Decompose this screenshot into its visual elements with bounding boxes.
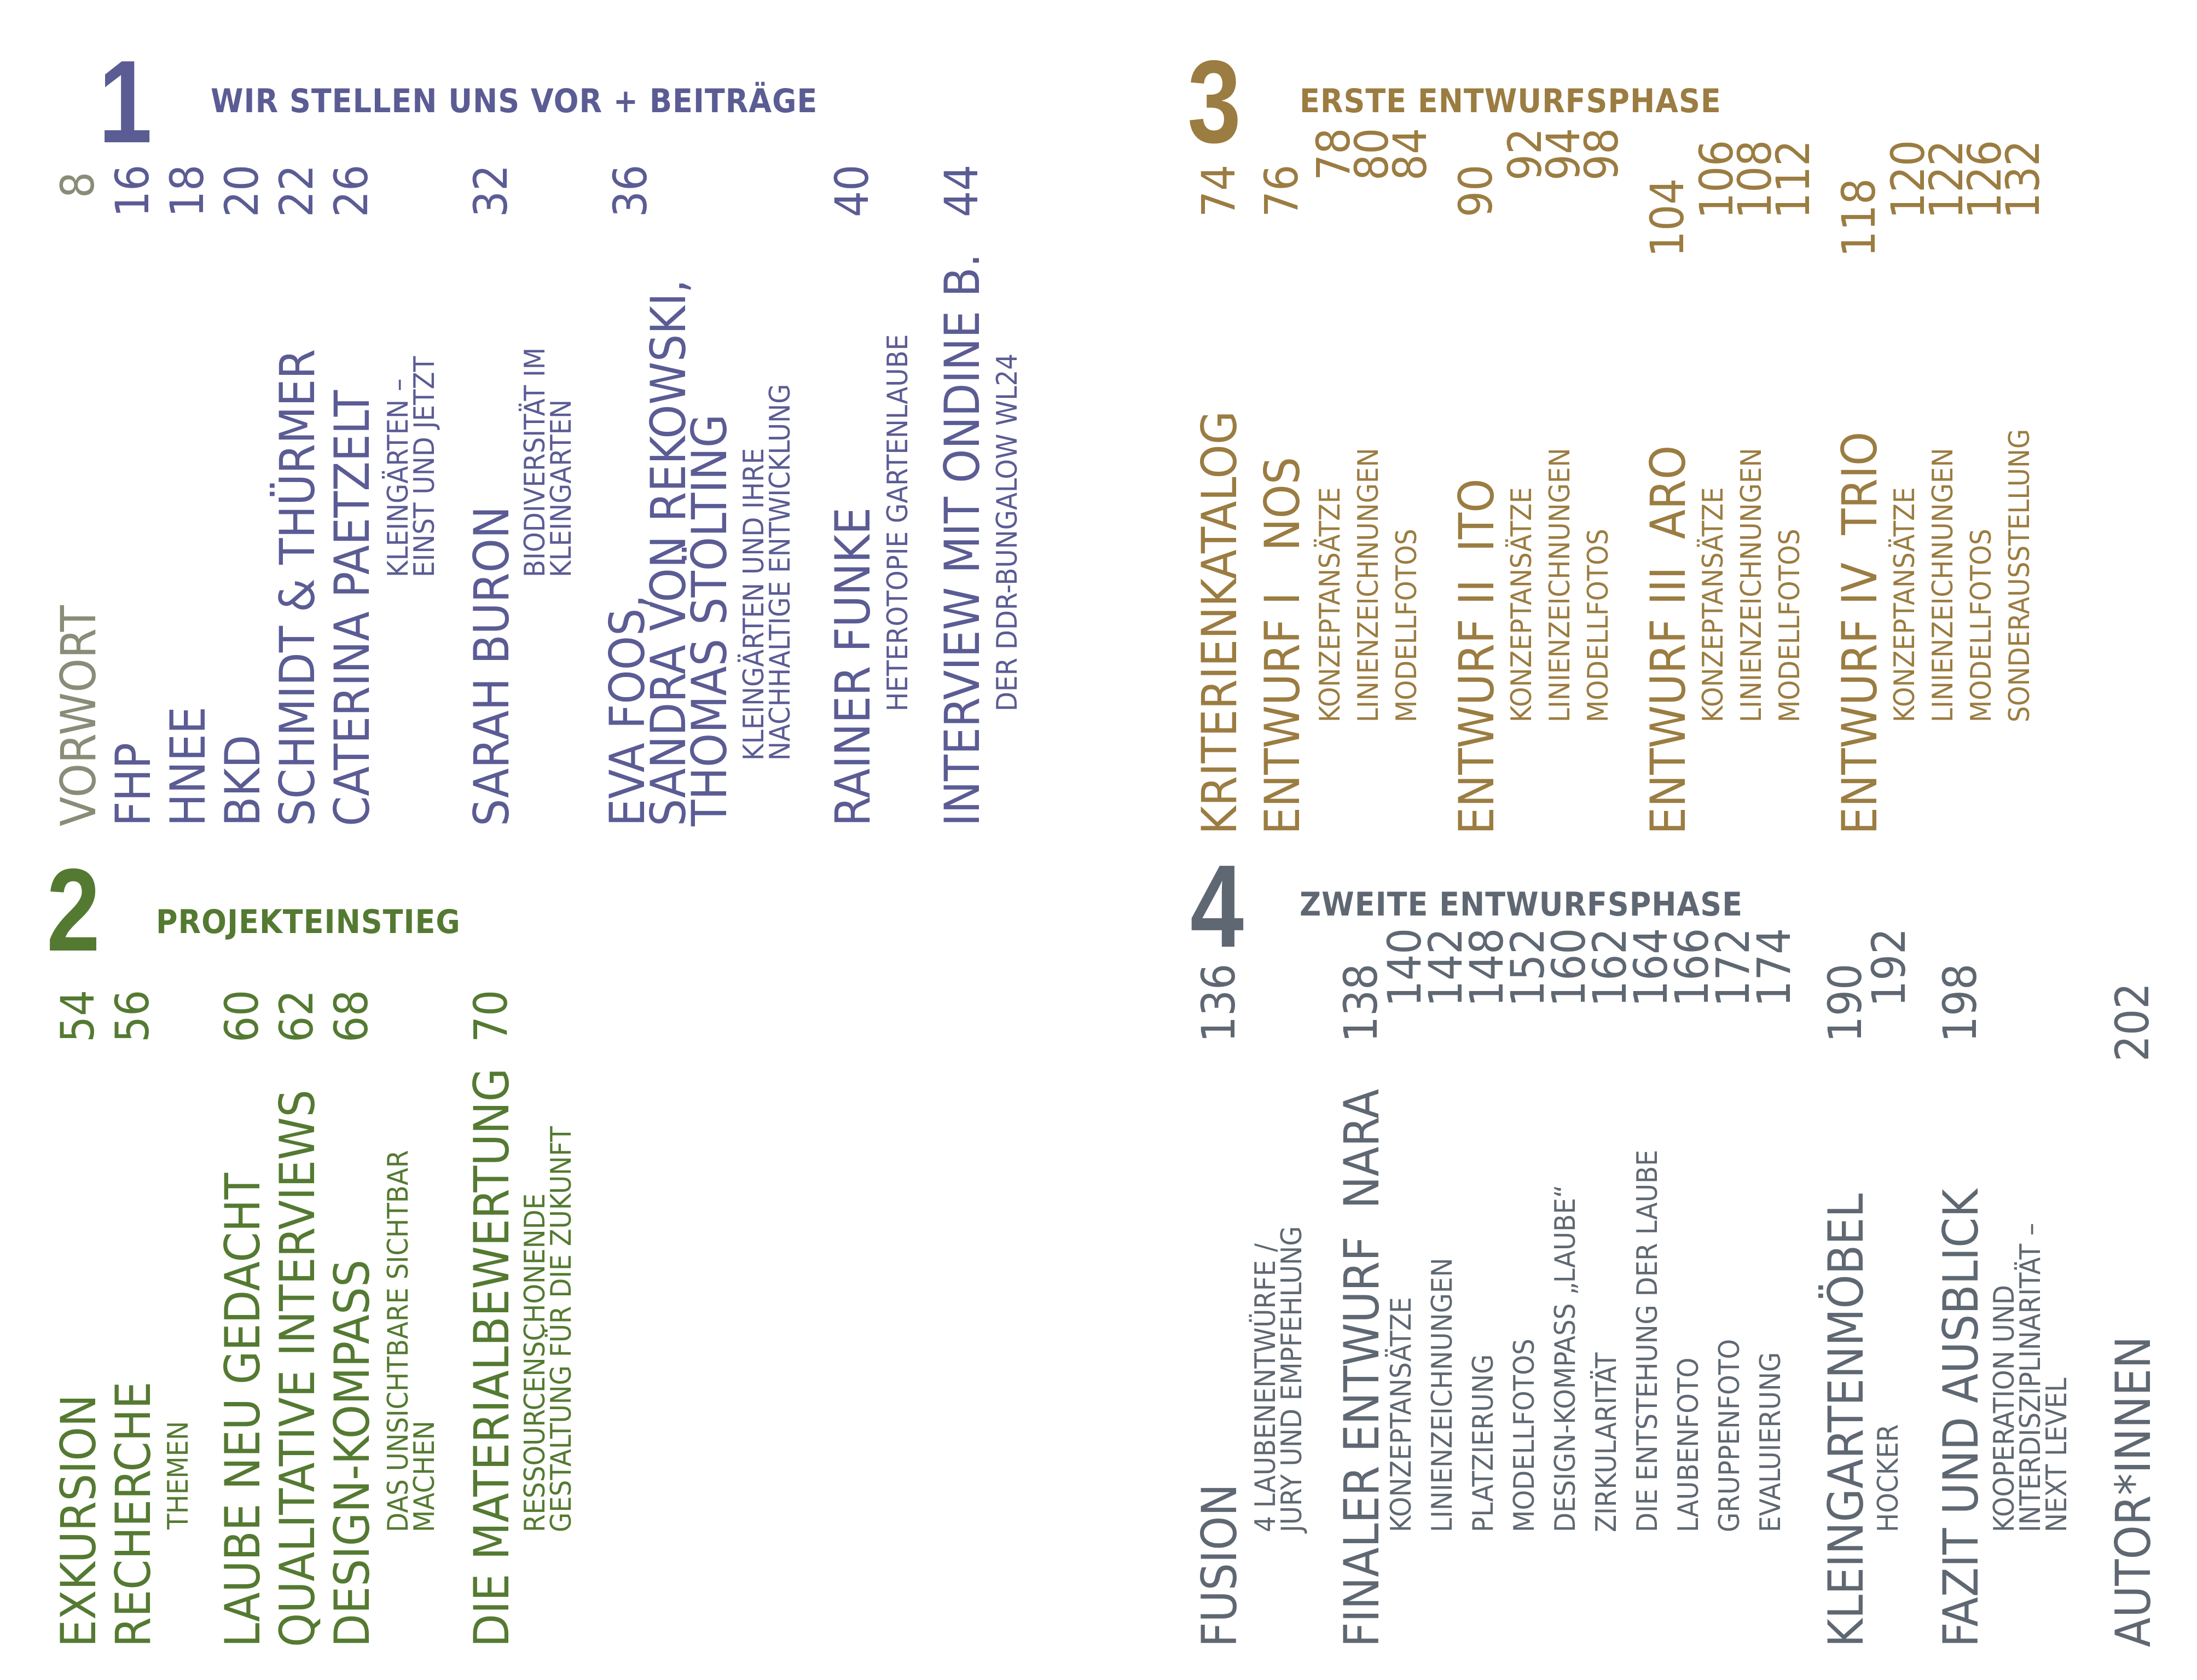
toc-subentry: PLATZIERUNG — [1467, 1354, 1500, 1532]
section-3-number: 3 — [1187, 36, 1242, 167]
toc-subentry-line: JURY UND EMPFEHLUNG — [1275, 1226, 1308, 1532]
page-number: 56 — [106, 989, 159, 1042]
page-number: 122 — [1920, 140, 1973, 219]
page-number: 8 — [51, 171, 105, 198]
section-1-title: WIR STELLEN UNS VOR + BEITRÄGE — [211, 82, 818, 120]
page-number: 54 — [51, 989, 105, 1042]
toc-subentry-line: BIODIVERSITÄT IM — [519, 347, 552, 577]
toc-subentry: MODELLFOTOS — [1773, 529, 1806, 722]
page-number: 60 — [215, 989, 269, 1042]
toc-entry-hnee: HNEE — [160, 706, 216, 826]
page-number: 26 — [324, 164, 378, 217]
page-number: 84 — [1383, 128, 1437, 181]
toc-entry-autorinnen: AUTOR*INNEN — [2105, 1336, 2161, 1647]
page-number: 94 — [1537, 128, 1590, 181]
toc-entry-kriterienkatalog: KRITERIENKATALOG — [1191, 410, 1248, 835]
page-number: 152 — [1501, 928, 1555, 1007]
page-number: 142 — [1419, 928, 1473, 1007]
page-number: 16 — [106, 164, 159, 217]
toc-subentry-line: NEXT LEVEL — [2040, 1377, 2073, 1532]
toc-entry-entwurf-1: ENTWURF I NOS — [1254, 456, 1311, 835]
toc-entry-qualitative-interviews: QUALITATIVE INTERVIEWS — [269, 1090, 326, 1647]
toc-subentry: DER DDR-BUNGALOW WL24 — [991, 354, 1024, 711]
page-number: 174 — [1747, 928, 1801, 1007]
page-number: 76 — [1255, 164, 1308, 217]
toc-subentry: KONZEPTANSÄTZE — [1888, 487, 1921, 722]
toc-entry-line: SANDRA VON REKOWSKI, — [640, 279, 697, 826]
toc-subentry — [519, 347, 578, 577]
toc-subentry-line: DAS UNSICHTBARE SICHTBAR — [382, 1150, 415, 1532]
page-number: 80 — [1345, 128, 1399, 181]
page-number: 22 — [270, 164, 323, 217]
toc-entry-caterina-paetzelt: CATERINA PAETZELT — [324, 390, 380, 826]
page-number: 202 — [2106, 982, 2159, 1062]
toc-entry-recherche: RECHERCHE — [105, 1381, 161, 1647]
page-number: 36 — [604, 164, 657, 217]
page-number: 160 — [1542, 928, 1596, 1007]
page-number: 78 — [1307, 128, 1360, 181]
page-number: 190 — [1818, 963, 1872, 1042]
toc-entry-foos-rekowski-stoelting — [599, 279, 738, 826]
toc-entry-rainer-funke: RAINER FUNKE — [825, 507, 881, 826]
page-number: 138 — [1334, 963, 1388, 1042]
toc-subentry-line: KLEINGARTEN — [544, 399, 578, 577]
toc-entry-sarah-buron: SARAH BURON — [463, 506, 520, 826]
toc-subentry: LAUBENFOTO — [1672, 1357, 1705, 1532]
toc-entry-fhp: FHP — [105, 743, 161, 826]
toc-entry-materialbewertung: DIE MATERIALBEWERTUNG — [463, 1068, 520, 1647]
toc-entry-laube-neu-gedacht: LAUBE NEU GEDACHT — [215, 1173, 271, 1647]
toc-entry-fusion: FUSION — [1191, 1484, 1248, 1647]
page-number: 92 — [1498, 128, 1552, 181]
page-number: 126 — [1958, 140, 2011, 219]
page-number: 68 — [324, 989, 378, 1042]
toc-entry-line: EVA FOOS, — [599, 594, 656, 826]
toc-subentry: LINIENZEICHNUNGEN — [1426, 1258, 1459, 1532]
toc-entry-interview-ondine: INTERVIEW MIT ONDINE B. — [934, 253, 990, 826]
page-number: 132 — [1996, 140, 2050, 219]
toc-subentry: THEMEN — [162, 1421, 195, 1530]
toc-subentry-line: 4 LAUBENENTWÜRFE / — [1249, 1243, 1282, 1532]
toc-entry-entwurf-2: ENTWURF II ITO — [1448, 478, 1505, 835]
page-number: 40 — [825, 164, 879, 217]
toc-subentry: MODELLFOTOS — [1582, 529, 1615, 722]
toc-subentry — [382, 1150, 441, 1532]
toc-subentry: KONZEPTANSÄTZE — [1697, 487, 1730, 722]
toc-entry-fazit-ausblick: FAZIT UND AUSBLICK — [1933, 1189, 1989, 1647]
page-number: 166 — [1665, 928, 1719, 1007]
toc-entry-kleingartenmoebel: KLEINGARTENMÖBEL — [1818, 1193, 1874, 1647]
page-number: 70 — [464, 989, 518, 1042]
toc-entry-vorwort: VORWORT — [50, 605, 107, 826]
toc-subentry: KONZEPTANSÄTZE — [1314, 487, 1347, 722]
toc-subentry: LINIENZEICHNUNGEN — [1735, 448, 1768, 722]
page-number: 172 — [1706, 928, 1760, 1007]
toc-subentry: MODELLFOTOS — [1965, 529, 1998, 722]
toc-subentry: LINIENZEICHNUNGEN — [1544, 448, 1576, 722]
page-number: 104 — [1640, 178, 1694, 257]
page-number: 118 — [1832, 178, 1886, 257]
section-4-title: ZWEITE ENTWURFSPHASE — [1300, 885, 1743, 924]
section-1-number: 1 — [98, 36, 153, 167]
toc-entry-entwurf-4: ENTWURF IV TRIO — [1831, 431, 1888, 835]
toc-subentry-line: KLEINGÄRTEN UND IHRE — [738, 448, 770, 761]
toc-subentry — [738, 384, 797, 761]
toc-subentry — [519, 1126, 578, 1532]
page-number: 148 — [1460, 928, 1514, 1007]
page-number: 32 — [464, 164, 518, 217]
toc-subentry: SONDERAUSSTELLUNG — [2003, 428, 2036, 722]
toc-subentry — [1988, 1223, 2073, 1532]
section-2-number: 2 — [47, 844, 101, 976]
toc-subentry: LINIENZEICHNUNGEN — [1927, 448, 1960, 722]
toc-entry-line: THOMAS STÖLTING — [681, 414, 738, 826]
toc-subentry: KONZEPTANSÄTZE — [1385, 1297, 1418, 1532]
toc-subentry-line: KLEINGÄRTEN – — [382, 378, 415, 577]
page-number: 20 — [215, 164, 269, 217]
toc-subentry-line: GESTALTUNG FÜR DIE ZUKUNFT — [544, 1126, 578, 1532]
toc-subentry: HETEROTOPIE GARTENLAUBE — [882, 334, 914, 711]
page-number: 62 — [270, 989, 323, 1042]
toc-subentry: HOCKER — [1872, 1424, 1905, 1532]
toc-subentry: DIE ENTSTEHUNG DER LAUBE — [1631, 1150, 1664, 1532]
page-number: 136 — [1192, 963, 1245, 1042]
toc-subentry-line: RESSOURCENSCHONENDE — [519, 1193, 552, 1532]
toc-subentry: KONZEPTANSÄTZE — [1505, 487, 1538, 722]
toc-subentry-line: INTERDISZIPLINARITÄT – — [2014, 1223, 2047, 1532]
toc-subentry: EVALUIERUNG — [1754, 1352, 1787, 1532]
toc-entry-bkd: BKD — [215, 734, 271, 826]
page-number: 140 — [1378, 928, 1431, 1007]
page-number: 108 — [1728, 140, 1782, 219]
toc-subentry-line: EINST UND JETZT — [408, 356, 441, 577]
toc-subentry: DESIGN-KOMPASS „LAUBE“ — [1549, 1184, 1582, 1532]
toc-entry-entwurf-3: ENTWURF III ARO — [1640, 445, 1696, 835]
page-number: 90 — [1449, 164, 1503, 217]
page-number: 164 — [1624, 928, 1678, 1007]
toc-subentry-line: KOOPERATION UND — [1988, 1285, 2021, 1532]
toc-subentry — [1249, 1226, 1308, 1532]
toc-subentry — [382, 356, 441, 577]
toc-subentry-line: NACHHALTIGE ENTWICKLUNG — [763, 384, 797, 761]
toc-subentry: GRUPPENFOTO — [1713, 1339, 1746, 1532]
toc-subentry: MODELLFOTOS — [1508, 1339, 1541, 1532]
section-3-title: ERSTE ENTWURFSPHASE — [1300, 82, 1721, 120]
toc-subentry-line: MACHEN — [408, 1421, 441, 1532]
page-number: 18 — [160, 164, 214, 217]
page-number: 112 — [1766, 140, 1820, 219]
section-4-number: 4 — [1190, 840, 1244, 972]
page-number: 120 — [1881, 140, 1935, 219]
toc-entry-schmidt-thuermer: SCHMIDT & THÜRMER — [269, 349, 326, 826]
page-number: 98 — [1575, 128, 1628, 181]
toc-entry-design-kompass: DESIGN-KOMPASS — [324, 1259, 380, 1647]
section-2-title: PROJEKTEINSTIEG — [156, 903, 461, 941]
page-number: 74 — [1192, 164, 1245, 217]
toc-subentry: LINIENZEICHNUNGEN — [1352, 448, 1385, 722]
page-number: 106 — [1690, 140, 1743, 219]
toc-entry-exkursion: EXKURSION — [50, 1394, 107, 1647]
toc-subentry: ZIRKULARITÄT — [1590, 1352, 1623, 1532]
page-number: 44 — [935, 164, 988, 217]
toc-entry-finaler-entwurf: FINALER ENTWURF NARA — [1334, 1088, 1390, 1647]
page-number: 192 — [1862, 928, 1916, 1007]
toc-subentry: MODELLFOTOS — [1390, 529, 1423, 722]
page-number: 198 — [1933, 963, 1987, 1042]
page-number: 162 — [1583, 928, 1637, 1007]
